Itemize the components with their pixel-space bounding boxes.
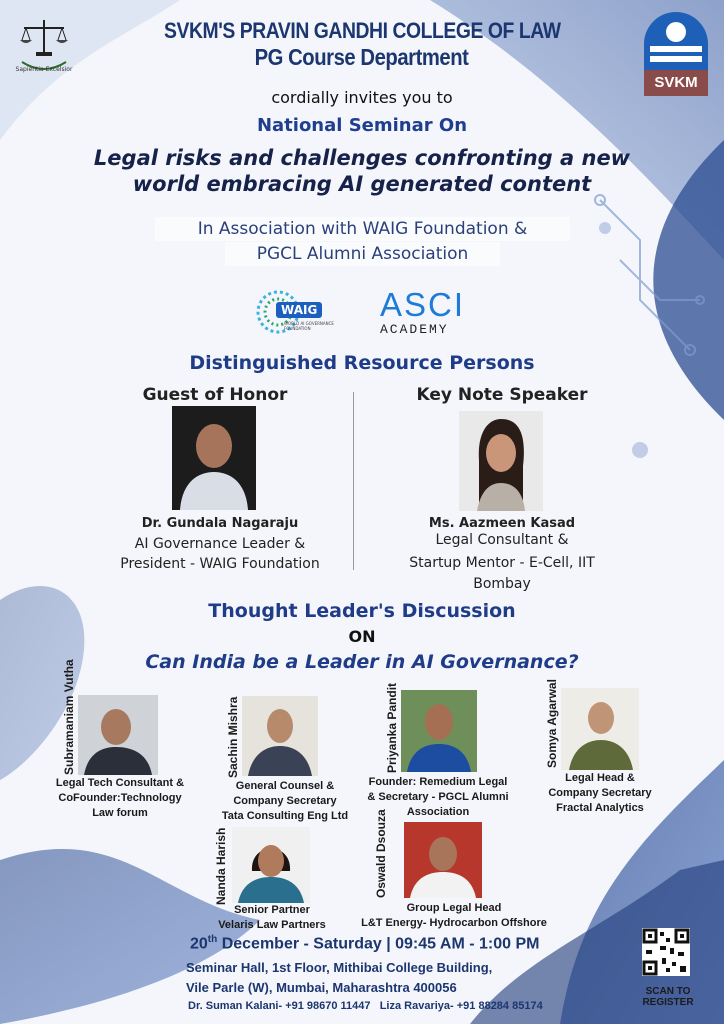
- portrait-image: [172, 406, 256, 510]
- panelist-name: Sachin Mishra: [226, 696, 240, 778]
- guest-photo: [172, 406, 256, 510]
- waig-subtitle: WORLD AI GOVERNANCE FOUNDATION: [284, 321, 334, 331]
- panelist-desc-line3: Tata Consulting Eng Ltd: [221, 810, 349, 822]
- panelist-desc-line2: Company Secretary: [233, 795, 337, 807]
- panelist-desc-line2: Company Secretary: [548, 787, 652, 799]
- svkm-logo-text: SVKM: [644, 70, 708, 96]
- keynote-desc-line2: Startup Mentor - E-Cell, IIT: [409, 555, 595, 571]
- portrait-image: [401, 690, 477, 772]
- event-date-rest: December - Saturday | 09:45 AM - 1:00 PM: [217, 935, 540, 953]
- panelist-desc-line1: Legal Head &: [565, 772, 635, 784]
- waig-name: WAIG: [276, 302, 322, 318]
- panelist-name: Somya Agarwal: [545, 679, 559, 768]
- panelist-photo: [561, 688, 639, 770]
- waig-logo: [256, 288, 348, 338]
- asci-logo: [380, 286, 466, 344]
- portrait-image: [404, 822, 482, 898]
- panelist-photo: [401, 690, 477, 772]
- seminar-title-line2: world embracing AI generated content: [132, 172, 592, 196]
- keynote-name: Ms. Aazmeen Kasad: [428, 516, 576, 531]
- panelist-desc-line3: Fractal Analytics: [556, 802, 644, 814]
- event-date-time: [190, 934, 550, 953]
- register-qr-code[interactable]: [642, 928, 690, 976]
- guest-desc-line2: President - WAIG Foundation: [120, 556, 320, 572]
- discussion-on: ON: [348, 627, 376, 646]
- event-day-suffix: th: [207, 934, 218, 945]
- event-day: 20: [190, 935, 208, 953]
- panelist-photo: [242, 696, 318, 776]
- panelist-desc-line1: Senior Partner: [234, 904, 310, 916]
- panelist-name: Nanda Harish: [214, 827, 228, 905]
- panelist-name: Subramaniam Vutha: [62, 659, 76, 775]
- panelist-desc-line2: CoFounder:Technology: [58, 792, 182, 804]
- event-type: National Seminar On: [256, 115, 468, 136]
- asci-subtitle: ACADEMY: [380, 322, 449, 337]
- discussion-topic: Can India be a Leader in AI Governance?: [145, 651, 579, 673]
- portrait-image: [232, 827, 310, 903]
- event-venue-line1: Seminar Hall, 1st Floor, Mithibai College Building,: [186, 960, 493, 975]
- panelist-desc-line2: L&T Energy- Hydrocarbon Offshore: [361, 917, 547, 929]
- panelist-desc-line1: Legal Tech Consultant &: [55, 777, 185, 789]
- panelist-desc-line3: Law forum: [92, 807, 148, 819]
- keynote-role: Key Note Speaker: [416, 385, 588, 405]
- portrait-image: [242, 696, 318, 776]
- event-contacts: Dr. Suman Kalani- +91 98670 11447 Liza Ravariya- +91 88284 85174: [188, 1000, 543, 1012]
- panelist-desc-line2: Velaris Law Partners: [218, 919, 326, 931]
- resource-divider: [353, 392, 354, 570]
- qr-code-icon: [642, 928, 690, 976]
- panelist-name: Priyanka Pandit: [385, 682, 399, 773]
- panelist-desc-line1: Founder: Remedium Legal: [368, 776, 508, 788]
- portrait-image: [459, 411, 543, 511]
- panelist-photo: [404, 822, 482, 898]
- association-line2: PGCL Alumni Association: [225, 242, 500, 266]
- event-venue-line2: Vile Parle (W), Mumbai, Maharashtra 400056: [186, 980, 457, 995]
- panelist-desc-line1: General Counsel &: [235, 780, 335, 792]
- panelist-photo: [78, 695, 158, 775]
- panelist-desc-line3: Association: [406, 806, 470, 818]
- college-name: SVKM'S PRAVIN GANDHI COLLEGE OF LAW: [163, 18, 561, 43]
- discussion-heading: Thought Leader's Discussion: [208, 600, 516, 622]
- guest-name: Dr. Gundala Nagaraju: [141, 516, 299, 531]
- resource-heading: Distinguished Resource Persons: [189, 352, 535, 374]
- panelist-desc-line2: & Secretary - PGCL Alumni: [367, 791, 509, 803]
- keynote-desc-line1: Legal Consultant &: [435, 532, 569, 548]
- guest-role: Guest of Honor: [142, 385, 288, 405]
- seminar-title-line1: Legal risks and challenges confronting a new: [93, 146, 631, 170]
- panelist-name: Oswald Dsouza: [374, 809, 388, 898]
- emblem-motto: Sapientia Excelsior: [15, 66, 73, 73]
- panelist-desc-line1: Group Legal Head: [406, 902, 502, 914]
- portrait-image: [78, 695, 158, 775]
- qr-label: SCAN TO REGISTER: [642, 986, 694, 1008]
- guest-desc-line1: AI Governance Leader &: [134, 536, 306, 552]
- invite-line: cordially invites you to: [271, 88, 453, 107]
- department-name: PG Course Department: [255, 44, 469, 70]
- keynote-photo: [459, 411, 543, 511]
- panelist-photo: [232, 827, 310, 903]
- portrait-image: [561, 688, 639, 770]
- association-line1: In Association with WAIG Foundation &: [155, 217, 570, 241]
- asci-name: ASCI: [380, 286, 466, 323]
- keynote-desc-line3: Bombay: [473, 576, 531, 592]
